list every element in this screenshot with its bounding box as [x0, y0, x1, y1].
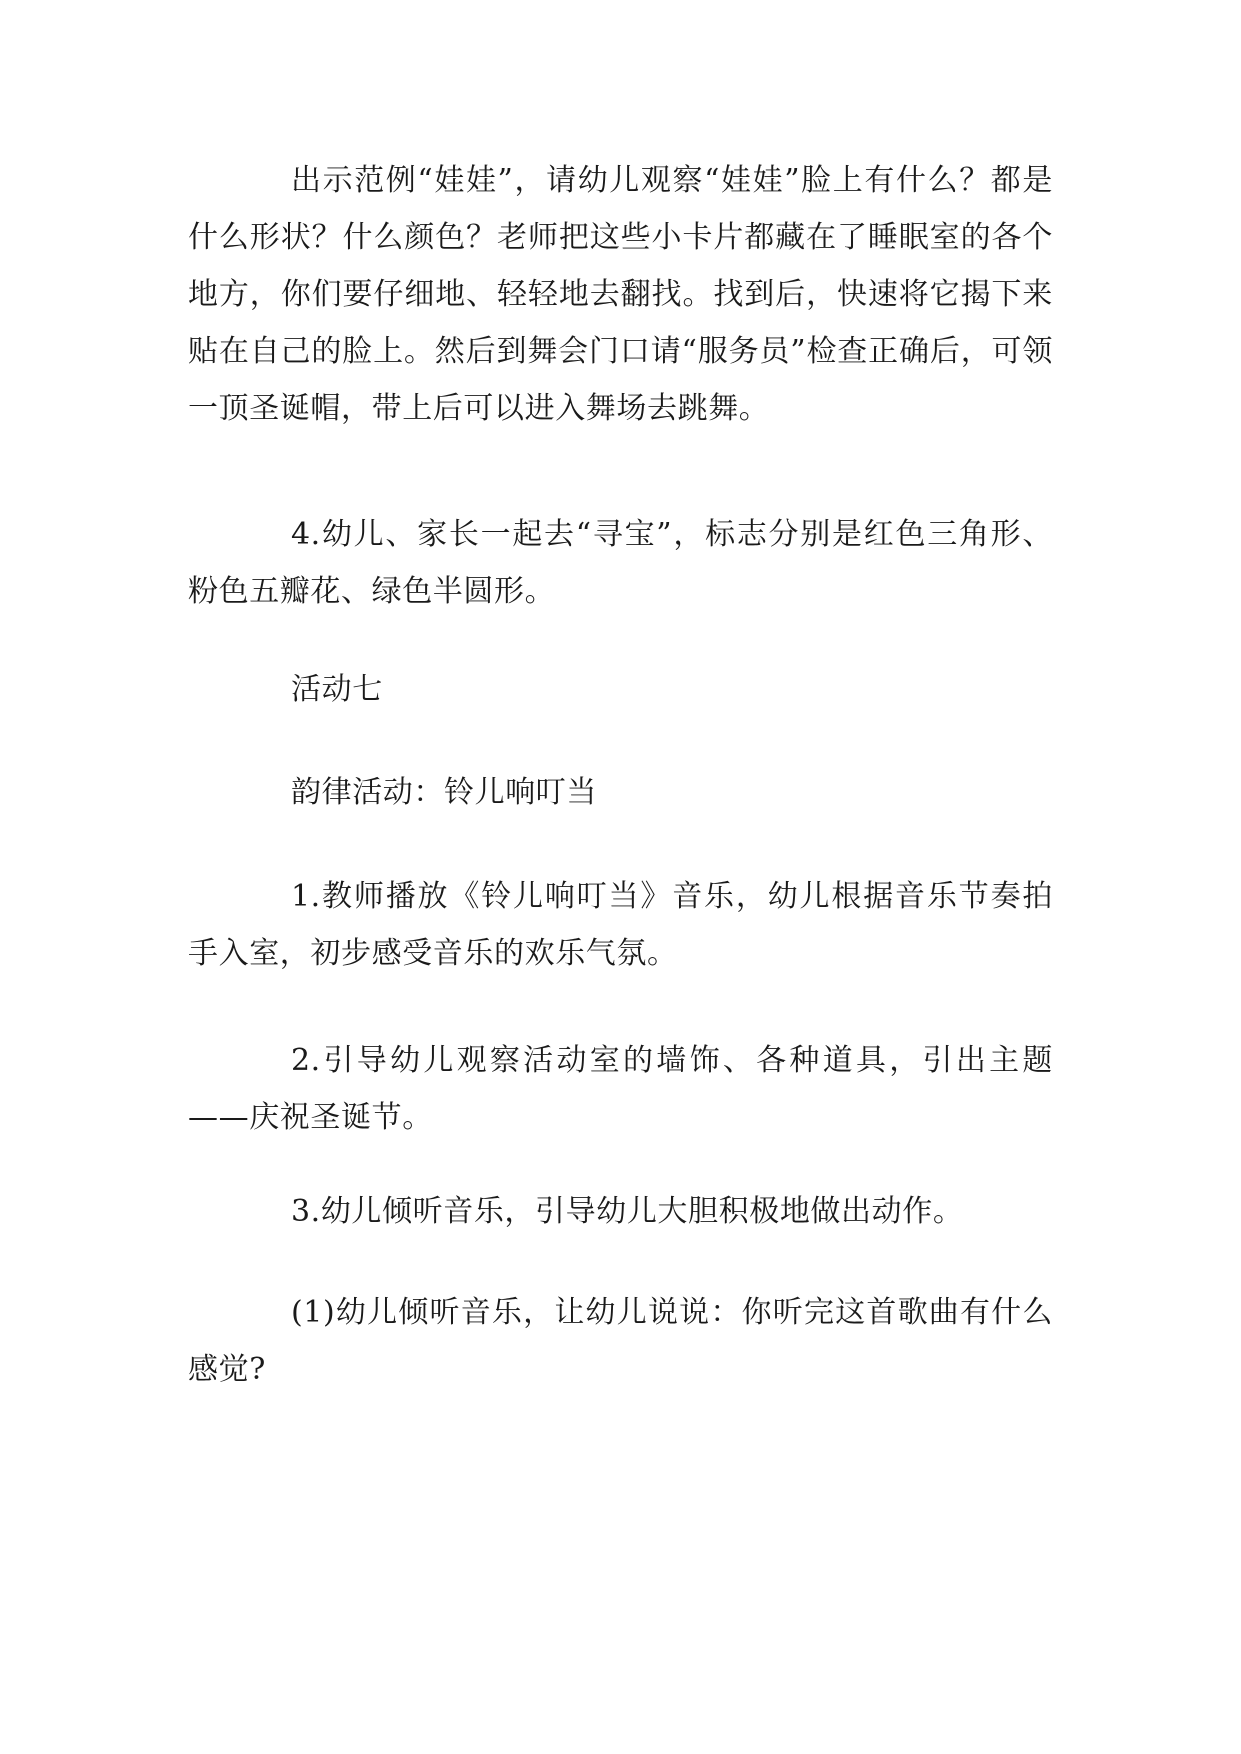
heading-rhythm-activity: 韵律活动：铃儿响叮当	[291, 775, 597, 810]
paragraph-substep-1: (1)幼儿倾听音乐，让幼儿说说：你听完这首歌曲有什么感觉?	[188, 1295, 1053, 1387]
heading-activity-seven: 活动七	[291, 672, 383, 707]
paragraph-step-4: 4.幼儿、家长一起去“寻宝”，标志分别是红色三角形、粉色五瓣花、绿色半圆形。	[188, 517, 1053, 609]
paragraph-step-3: 3.幼儿倾听音乐，引导幼儿大胆积极地做出动作。	[291, 1194, 964, 1229]
paragraph-game-instructions: 出示范例“娃娃”，请幼儿观察“娃娃”脸上有什么？都是什么形状？什么颜色？老师把这些小卡片都藏在了睡眠室的各个地方，你们要仔细地、轻轻地去翻找。找到后，快速将它揭下来贴在自己的脸上。然后到舞会门口请“服务员”检查正确后，可领一顶圣诞帽，带上后可以进入舞场去跳舞。	[188, 163, 1053, 426]
paragraph-step-1: 1.教师播放《铃儿响叮当》音乐，幼儿根据音乐节奏拍手入室，初步感受音乐的欢乐气氛。	[188, 879, 1053, 971]
paragraph-step-2: 2.引导幼儿观察活动室的墙饰、各种道具，引出主题——庆祝圣诞节。	[188, 1043, 1053, 1135]
